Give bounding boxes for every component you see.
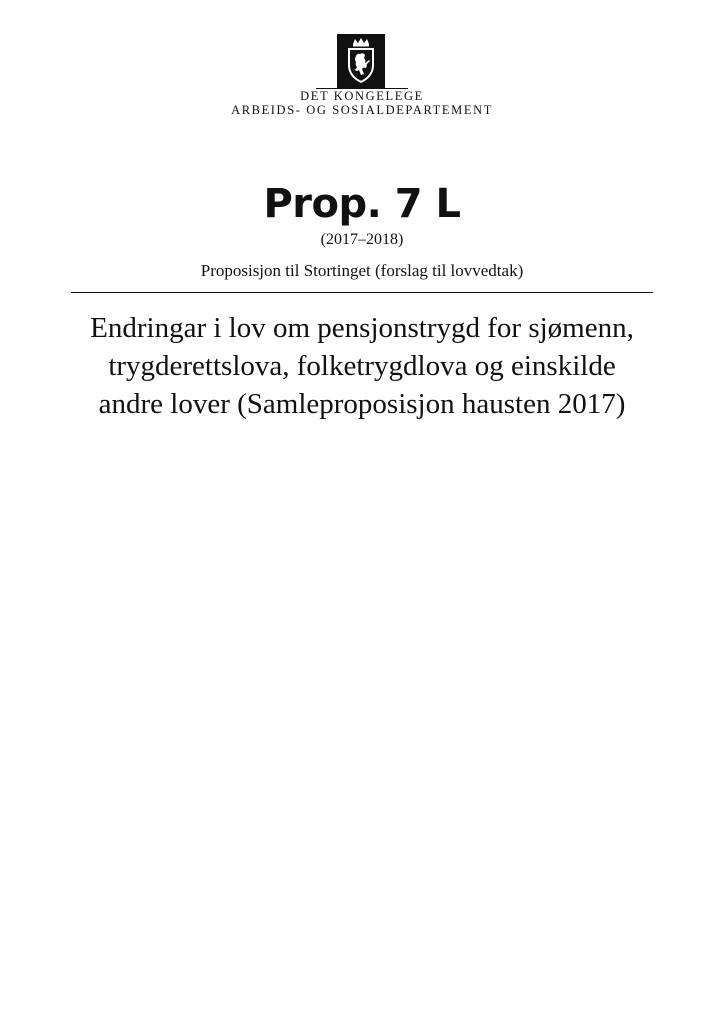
proposition-type: Proposisjon til Stortinget (forslag til lovvedtak) (200, 261, 524, 280)
coat-of-arms-icon (337, 34, 385, 88)
title-divider (71, 292, 653, 293)
proposition-session: (2017–2018) (320, 231, 404, 248)
document-title-line: andre lover (Samleproposisjon hausten 2017) (98, 388, 626, 420)
document-title-line: Endringar i lov om pensjonstrygd for sjømenn, (90, 312, 634, 344)
proposition-number: Prop. 7 L (263, 181, 461, 227)
department-name-line1: DET KONGELEGE (300, 89, 424, 103)
department-name-line2: ARBEIDS- OG SOSIALDEPARTEMENT (231, 103, 493, 117)
document-title (40, 309, 684, 423)
document-title-line: trygderettslova, folketrygdlova og einskilde (108, 350, 616, 382)
